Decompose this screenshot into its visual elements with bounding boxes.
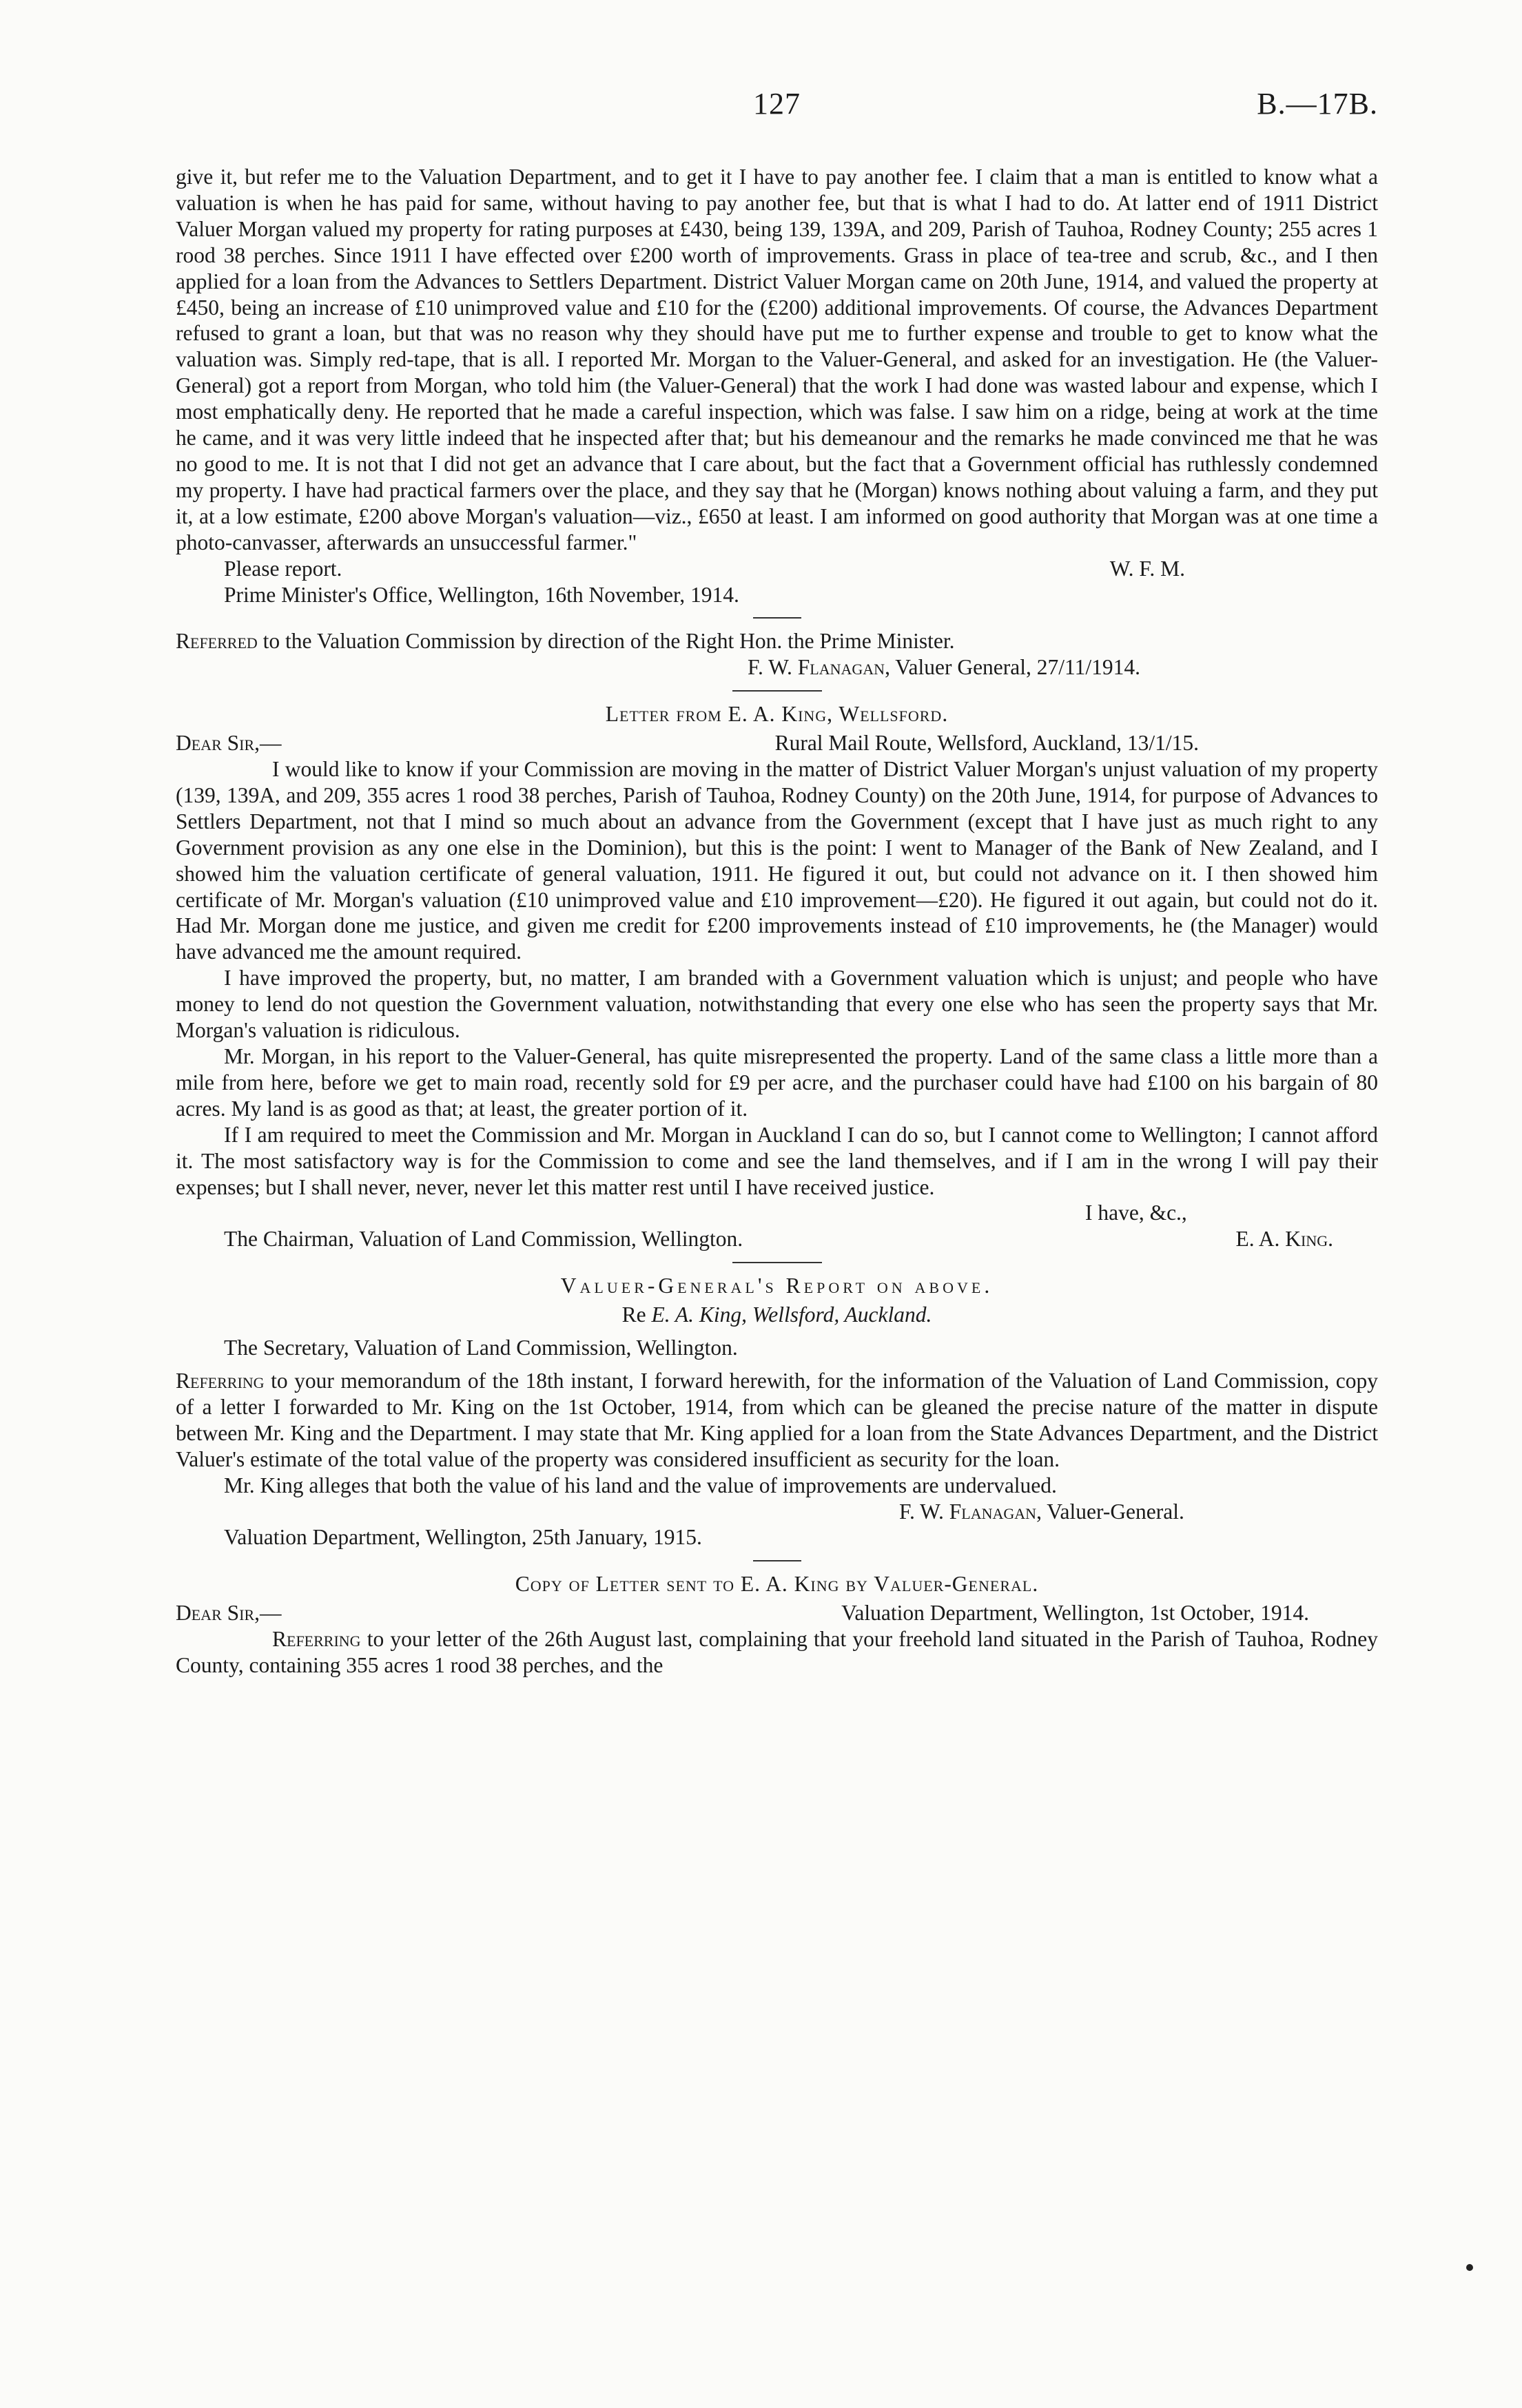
referral-text: to the Valuation Commission by direction of the Right Hon. the Prime Minister. bbox=[257, 629, 955, 654]
report-subject bbox=[176, 1302, 1378, 1328]
referral-note bbox=[176, 628, 1378, 654]
referral-signature bbox=[176, 654, 1378, 681]
referral-sig-name: F. W. Flanagan bbox=[748, 655, 885, 680]
divider bbox=[732, 1262, 822, 1263]
report-request-line bbox=[176, 556, 1378, 582]
please-report: Please report. bbox=[224, 556, 342, 581]
letter-closing: I have, &c., bbox=[1085, 1201, 1187, 1225]
sender-address: Valuation Department, Wellington, 1st October, 1914. bbox=[841, 1601, 1309, 1626]
letter-continuation-paragraph: give it, but refer me to the Valuation Department, and to get it I have to pay another fee. I claim that a man is entitled to know what a valuation is when he has paid for same, without having to pay another fee, but that is what I had to do. At latter end of 1911 District Valuer Morgan valued my property for rating purposes at £430, being 139, 139A, and 209, Parish of Tauhoa, Rodney County; 255 acres 1 rood 38 perches. Since 1911 I have effected over £200 worth of improvements. Grass in place of tea-tree and scrub, &c., and I then applied for a loan from the Advances to Settlers Department. District Valuer Morgan came on 20th June, 1914, and valued the property at £450, being an increase of £10 unimproved value and £10 for the (£200) additional improvements. Of course, the Advances Department refused to grant a loan, but that was no reason why they should have put me to further expense and trouble to get to know what the valuation was. Simply red-tape, that is all. I reported Mr. Morgan to the Valuer-General, and asked for an investigation. He (the Valuer-General) got a report from Morgan, who told him (the Valuer-General) that the work I had done was wasted labour and expense, which I most emphatically deny. He reported that he made a careful inspection, which was false. I saw him on a ridge, being at work at the time he came, and it was very little indeed that he inspected after that; but his demeanour and the remarks he made convinced me that he was no good to me. It is not that I did not get an advance that I care about, but the fact that a Government official has ruthlessly condemned my property. I have had practical farmers over the place, and they say that he (Morgan) knows nothing about valuing a farm, and they put it, at a low estimate, £200 above Morgan's valuation—viz., £650 at least. I am informed on good authority that Morgan was at one time a photo-canvasser, afterwards an unsuccessful farmer." bbox=[176, 165, 1378, 554]
copy-letter-opening-line bbox=[176, 1600, 1378, 1626]
report-addressee: The Secretary, Valuation of Land Commission, Wellington. bbox=[224, 1336, 738, 1360]
copy-letter-lead: Referring bbox=[272, 1627, 361, 1652]
office-dateline: Prime Minister's Office, Wellington, 16th November, 1914. bbox=[224, 582, 739, 607]
letter-opening-line bbox=[176, 730, 1378, 756]
referral-lead: Referred bbox=[176, 629, 258, 654]
page-body bbox=[176, 164, 1378, 1679]
referral-sig-rest: , Valuer General, 27/11/1914. bbox=[885, 655, 1140, 680]
section-heading-copy-letter: Copy of Letter sent to E. A. King by Valuer-General. bbox=[515, 1572, 1039, 1597]
page-number: 127 bbox=[753, 87, 801, 121]
paper-reference: B.—17B. bbox=[1257, 87, 1378, 121]
sender-address: Rural Mail Route, Wellsford, Auckland, 13/1/15. bbox=[774, 731, 1199, 756]
report-signature bbox=[176, 1499, 1378, 1525]
letter-addressee: The Chairman, Valuation of Land Commission, Wellington. bbox=[224, 1227, 743, 1252]
re-prefix: Re bbox=[621, 1302, 652, 1327]
re-subject: E. A. King, Wellsford, Auckland. bbox=[651, 1302, 932, 1327]
report-sig-rest: , Valuer-General. bbox=[1036, 1499, 1184, 1524]
report-paragraph bbox=[176, 1368, 1378, 1473]
report-sig-name: F. W. Flanagan bbox=[899, 1499, 1037, 1524]
section-heading-king-letter: Letter from E. A. King, Wellsford. bbox=[605, 702, 949, 727]
salutation: Dear Sir,— bbox=[176, 731, 282, 756]
letter-paragraph: If I am required to meet the Commission and Mr. Morgan in Auckland I can do so, but I cannot come to Wellington; I cannot afford it. The most satisfactory way is for the Commission to come and see the land themselves, and if I am in the wrong I will pay their expenses; but I shall never, never, never let this matter rest until I have received justice. bbox=[176, 1122, 1378, 1199]
report-paragraph: Mr. King alleges that both the value of his land and the value of improvements are undervalued. bbox=[224, 1473, 1057, 1497]
salutation: Dear Sir,— bbox=[176, 1601, 282, 1626]
section-heading-vg-report: Valuer-General's Report on above. bbox=[560, 1274, 994, 1298]
report-dateline: Valuation Department, Wellington, 25th January, 1915. bbox=[224, 1525, 702, 1550]
divider bbox=[753, 1560, 801, 1561]
page-header bbox=[176, 86, 1378, 127]
letter-signature: E. A. King. bbox=[1235, 1227, 1333, 1252]
letter-paragraph: Mr. Morgan, in his report to the Valuer-General, has quite misrepresented the property. Land of the same class a little more than a mile from here, before we get to main road, recently sold for £9 per acre, and the purchaser could have had £100 on his bargain of 80 acres. My land is as good as that; at least, the greater portion of it. bbox=[176, 1044, 1378, 1121]
report-text: to your memorandum of the 18th instant, I forward herewith, for the information of the Valuation of Land Commission, copy of a letter I forwarded to Mr. King on the 1st October, 1914, from which can be gleaned the precise nature of the matter in dispute between Mr. King and the Department. I may state that Mr. King applied for a loan from the State Advances Department, and the District Valuer's estimate of the total value of the property was considered insufficient as security for the loan. bbox=[176, 1368, 1378, 1471]
report-lead: Referring bbox=[176, 1368, 265, 1393]
ink-mark bbox=[1466, 2264, 1473, 2271]
copy-letter-text: to your letter of the 26th August last, complaining that your freehold land situated in the Parish of Tauhoa, Rodney County, containing 355 acres 1 rood 38 perches, and the bbox=[176, 1627, 1378, 1678]
letter-paragraph: I would like to know if your Commission are moving in the matter of District Valuer Morgan's unjust valuation of my property (139, 139A, and 209, 355 acres 1 rood 38 perches, Parish of Tauhoa, Rodney County) on the 20th June, 1914, for purpose of Advances to Settlers Department, not that I mind so much about an advance from the Government (except that I have just as much right to any Government provision as any one else in the Dominion), but this is the point: I went to Manager of the Bank of New Zealand, and I showed him the valuation certificate of general valuation, 1911. He figured it out, but could not advance on it. I then showed him certificate of Mr. Morgan's valuation (£10 unimproved value and £10 improvement—£20). He figured it out again, but could not do it. Had Mr. Morgan done me justice, and given me credit for £200 improvements instead of £10 improvements, he (the Manager) would have advanced me the amount required. bbox=[176, 757, 1378, 964]
letter-signoff-line bbox=[176, 1226, 1378, 1252]
initials-signature: W. F. M. bbox=[1109, 556, 1185, 581]
divider bbox=[753, 617, 801, 619]
letter-paragraph: I have improved the property, but, no matter, I am branded with a Government valuation which is unjust; and people who have money to lend do not question the Government valuation, notwithstanding that every one else who has seen the property says that Mr. Morgan's valuation is ridiculous. bbox=[176, 966, 1378, 1043]
copy-letter-paragraph bbox=[176, 1626, 1378, 1679]
divider bbox=[732, 690, 822, 692]
